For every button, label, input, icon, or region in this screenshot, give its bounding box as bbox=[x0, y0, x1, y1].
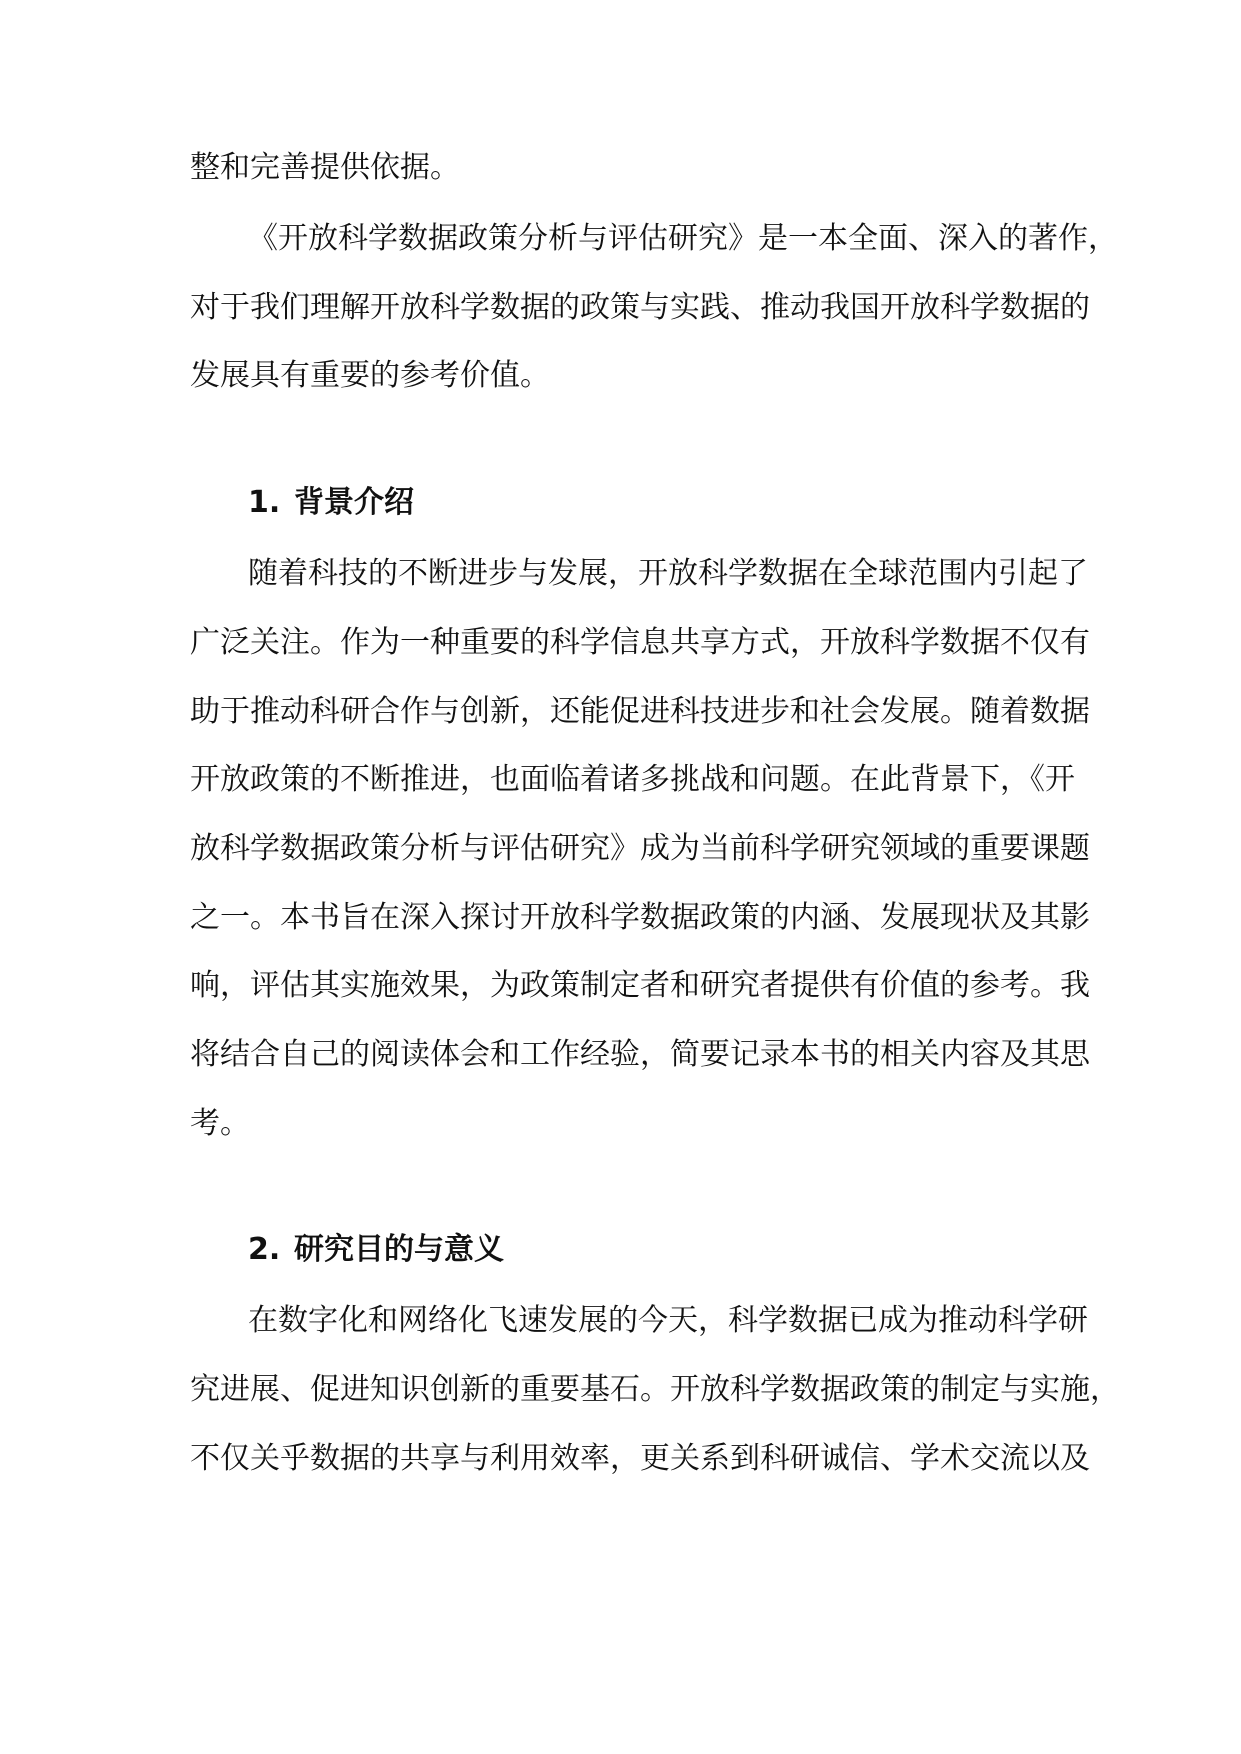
paragraph-line: 之一。本书旨在深入探讨开放科学数据政策的内涵、发展现状及其影 bbox=[190, 900, 1090, 935]
section-heading bbox=[248, 1227, 504, 1273]
paragraph-line: 整和完善提供依据。 bbox=[190, 150, 460, 185]
section-title: 背景介绍 bbox=[294, 485, 414, 520]
paragraph-line: 随着科技的不断进步与发展，开放科学数据在全球范围内引起了 bbox=[248, 556, 1088, 591]
section-number: 1. bbox=[248, 485, 281, 520]
paragraph-line: 发展具有重要的参考价值。 bbox=[190, 358, 550, 393]
paragraph-line: 开放政策的不断推进，也面临着诸多挑战和问题。在此背景下，《开 bbox=[190, 762, 1075, 797]
paragraph-line: 在数字化和网络化飞速发展的今天，科学数据已成为推动科学研 bbox=[248, 1303, 1088, 1338]
paragraph-line: 不仅关乎数据的共享与利用效率，更关系到科研诚信、学术交流以及 bbox=[190, 1441, 1090, 1476]
section-heading bbox=[248, 480, 414, 526]
section-number: 2. bbox=[248, 1232, 281, 1267]
paragraph-line: 助于推动科研合作与创新，还能促进科技进步和社会发展。随着数据 bbox=[190, 694, 1090, 729]
paragraph-line: 响，评估其实施效果，为政策制定者和研究者提供有价值的参考。我 bbox=[190, 968, 1090, 1003]
paragraph-line: 放科学数据政策分析与评估研究》成为当前科学研究领域的重要课题 bbox=[190, 831, 1090, 866]
section-title: 研究目的与意义 bbox=[294, 1232, 504, 1267]
paragraph-line: 将结合自己的阅读体会和工作经验，简要记录本书的相关内容及其思 bbox=[190, 1037, 1090, 1072]
paragraph-line: 对于我们理解开放科学数据的政策与实践、推动我国开放科学数据的 bbox=[190, 290, 1090, 325]
paragraph-line: 考。 bbox=[190, 1106, 250, 1141]
paragraph-line: 《开放科学数据政策分析与评估研究》是一本全面、深入的著作， bbox=[248, 221, 1118, 256]
paragraph-line: 广泛关注。作为一种重要的科学信息共享方式，开放科学数据不仅有 bbox=[190, 625, 1090, 660]
paragraph-line: 究进展、促进知识创新的重要基石。开放科学数据政策的制定与实施， bbox=[190, 1372, 1120, 1407]
